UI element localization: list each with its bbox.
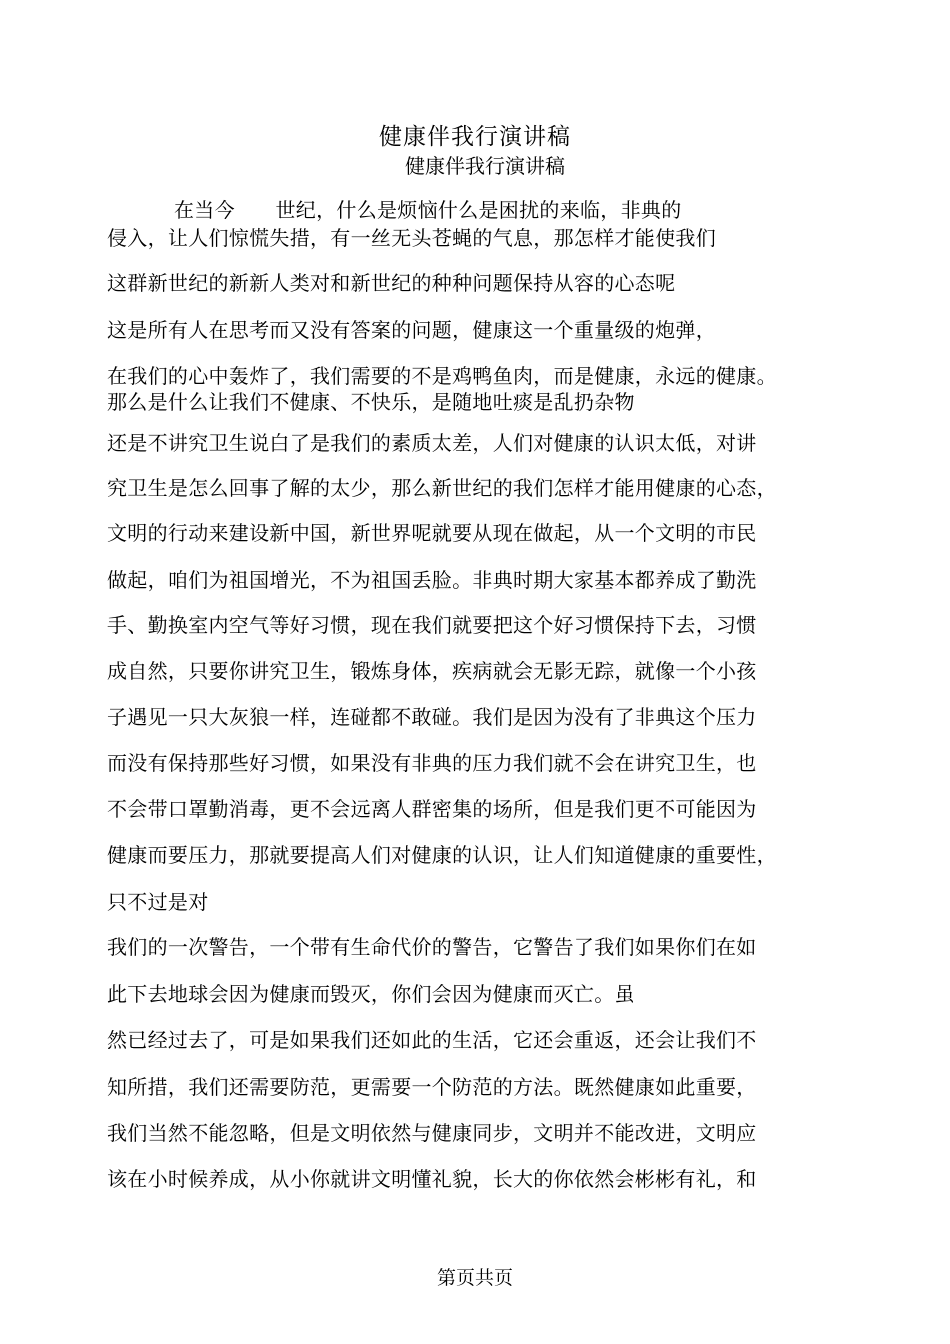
text-line: 成自然，只要你讲究卫生，锻炼身体，疾病就会无影无踪，就像一个小孩 — [107, 659, 757, 683]
text-line: 这是所有人在思考而又没有答案的问题，健康这一个重量级的炮弹， — [107, 318, 716, 342]
text-line: 做起，咱们为祖国增光，不为祖国丢脸。非典时期大家基本都养成了勤洗 — [107, 568, 757, 592]
text-line: 我们当然不能忽略，但是文明依然与健康同步，文明并不能改进，文明应 — [107, 1121, 757, 1145]
text-line: 健康而要压力，那就要提高人们对健康的认识，让人们知道健康的重要性， — [107, 843, 777, 867]
text-line: 我们的一次警告，一个带有生命代价的警告，它警告了我们如果你们在如 — [107, 935, 757, 959]
text-line: 这群新世纪的新新人类对和新世纪的种种问题保持从容的心态呢 — [107, 271, 676, 295]
text-line: 侵入，让人们惊慌失措，有一丝无头苍蝇的气息，那怎样才能使我们 — [107, 226, 716, 250]
text-line: 此下去地球会因为健康而毁灭，你们会因为健康而灭亡。虽 — [107, 982, 635, 1006]
text-line: 在当今 世纪，什么是烦恼什么是困扰的来临，非典的 — [174, 198, 682, 222]
text-line: 子遇见一只大灰狼一样，连碰都不敢碰。我们是因为没有了非典这个压力 — [107, 705, 757, 729]
text-line: 而没有保持那些好习惯，如果没有非典的压力我们就不会在讲究卫生，也 — [107, 751, 757, 775]
text-line: 该在小时候养成，从小你就讲文明懂礼貌，长大的你依然会彬彬有礼，和 — [107, 1167, 757, 1191]
text-line: 文明的行动来建设新中国，新世界呢就要从现在做起，从一个文明的市民 — [107, 521, 757, 545]
text-line: 那么是什么让我们不健康、不快乐，是随地吐痰是乱扔杂物 — [107, 390, 635, 414]
text-line: 在我们的心中轰炸了，我们需要的不是鸡鸭鱼肉，而是健康，永远的健康。 — [107, 364, 777, 388]
document-subtitle: 健康伴我行演讲稿 — [405, 154, 565, 178]
text-line: 手、勤换室内空气等好习惯，现在我们就要把这个好习惯保持下去，习惯 — [107, 613, 757, 637]
text-line: 只不过是对 — [107, 890, 209, 914]
text-line: 不会带口罩勤消毒，更不会远离人群密集的场所，但是我们更不可能因为 — [107, 797, 757, 821]
text-line: 然已经过去了，可是如果我们还如此的生活，它还会重返，还会让我们不 — [107, 1028, 757, 1052]
text-line: 还是不讲究卫生说白了是我们的素质太差，人们对健康的认识太低，对讲 — [107, 431, 757, 455]
text-line: 知所措，我们还需要防范，更需要一个防范的方法。既然健康如此重要， — [107, 1075, 757, 1099]
page-footer: 第页共页 — [436, 1267, 513, 1289]
text-line: 究卫生是怎么回事了解的太少，那么新世纪的我们怎样才能用健康的心态， — [107, 476, 777, 500]
document-title: 健康伴我行演讲稿 — [379, 124, 571, 150]
